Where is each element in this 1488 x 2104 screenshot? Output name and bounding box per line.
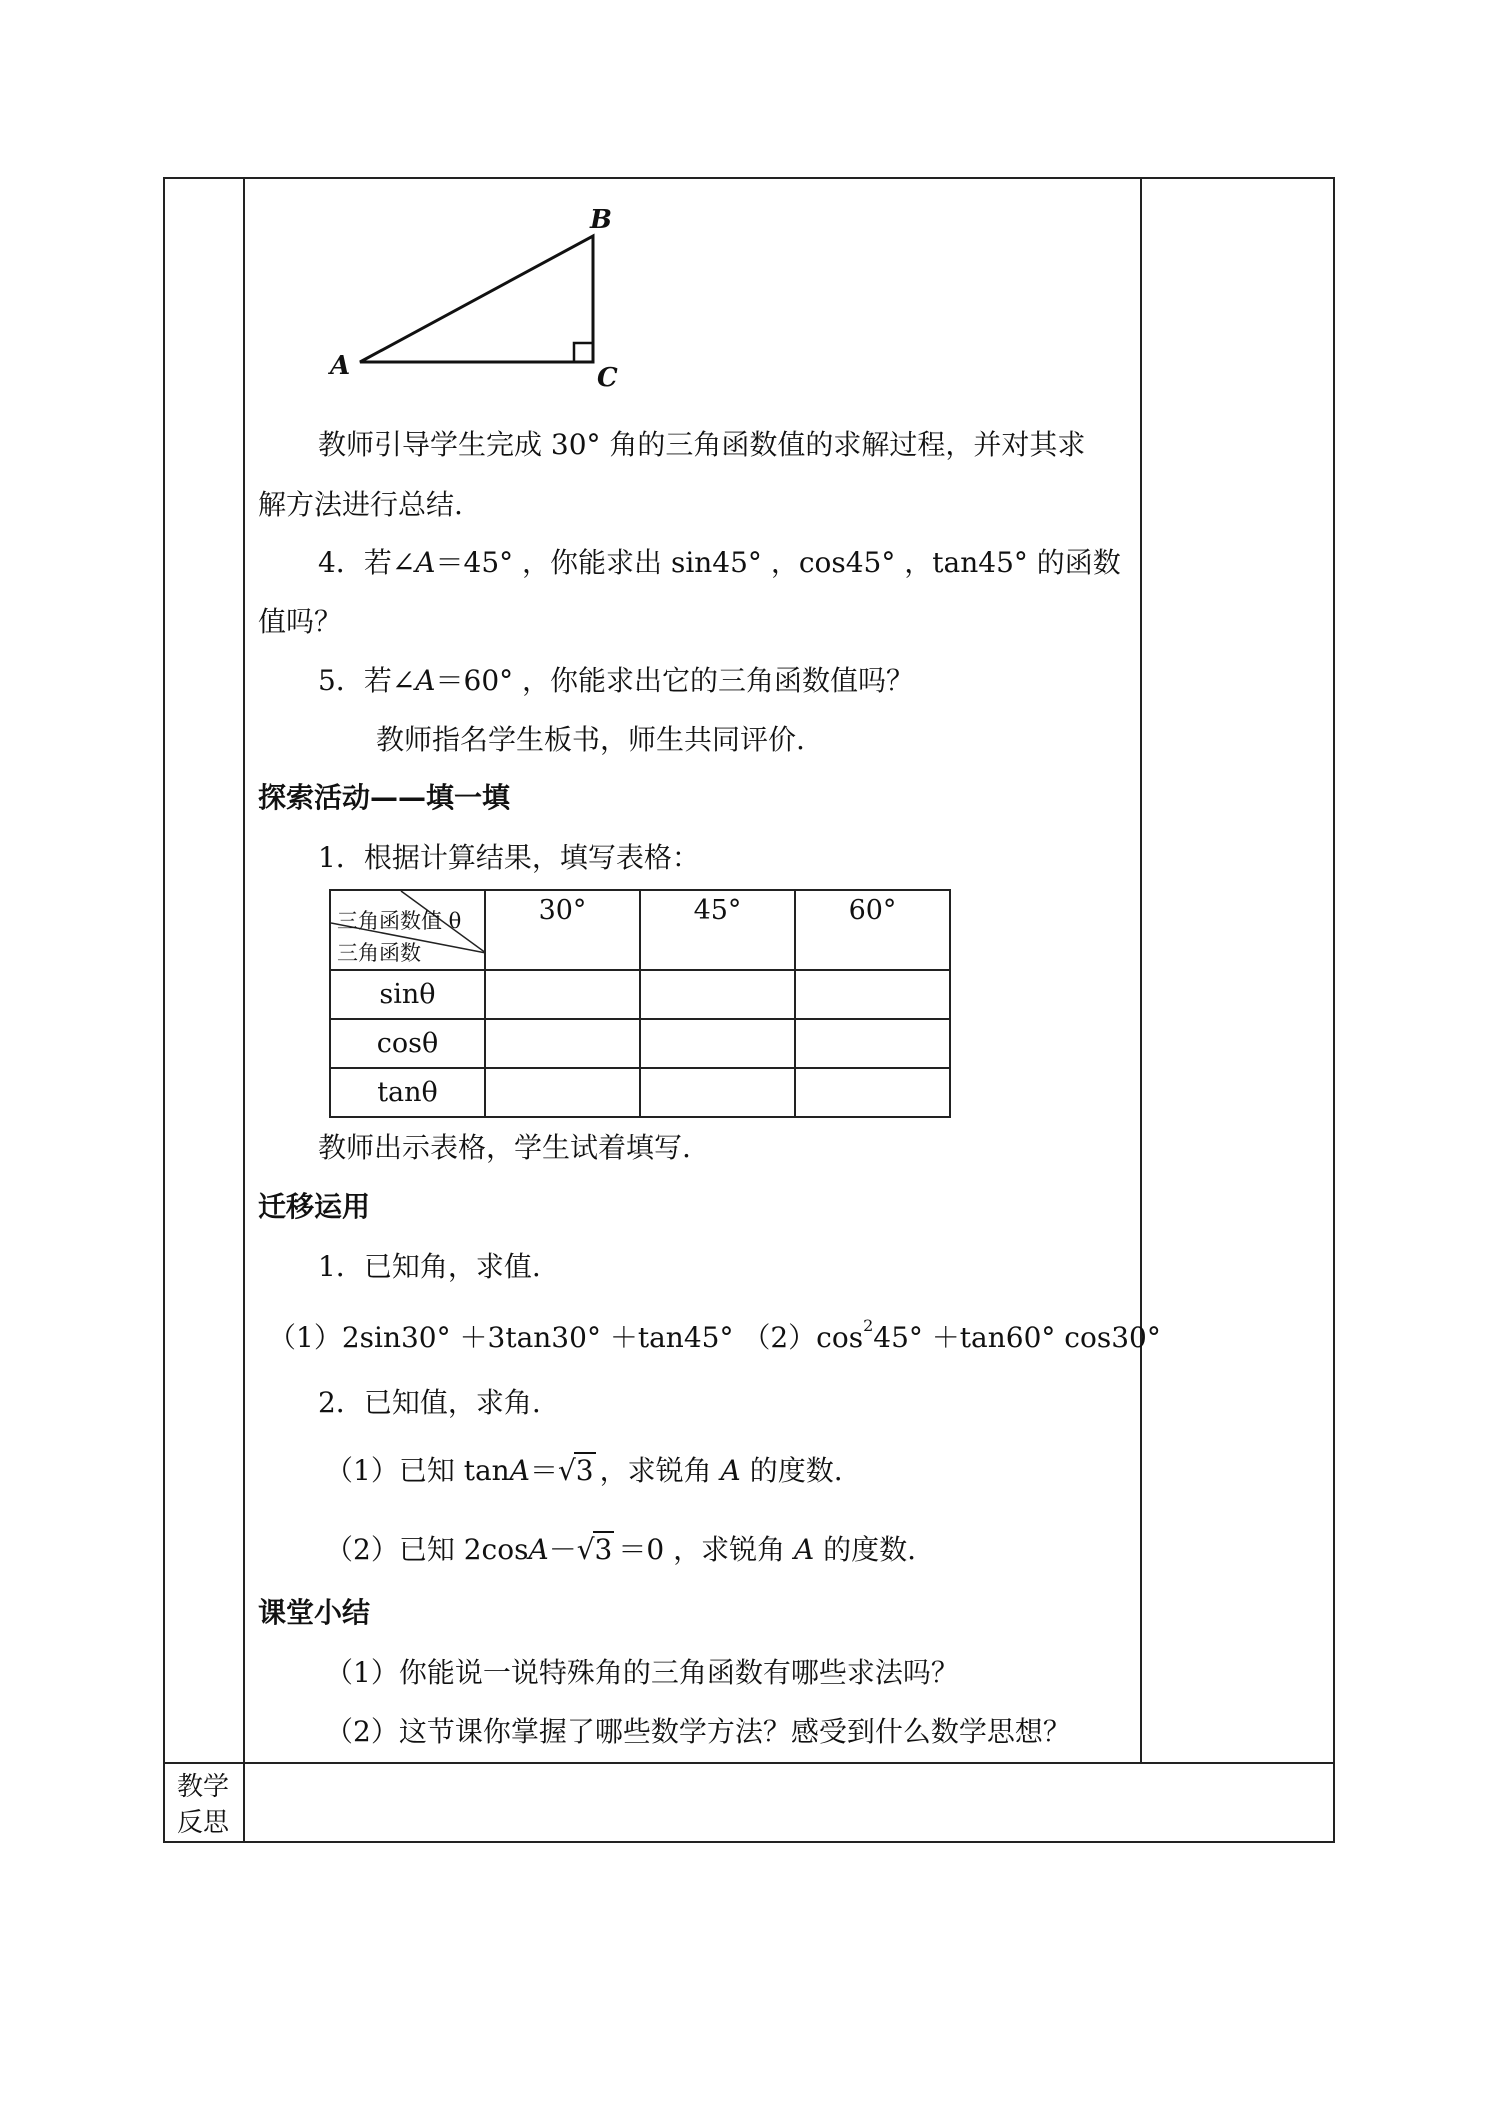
transfer-item-1: 1．已知角，求值. [318, 1250, 541, 1283]
paragraph-30deg-line1: 教师引导学生完成 30° 角的三角函数值的求解过程，并对其求 [318, 428, 1086, 461]
tq1-var2: A [720, 1454, 741, 1487]
tq1-end: 的度数. [749, 1454, 843, 1487]
transfer-question-2 [325, 1530, 916, 1570]
heading-explore: 探索活动——填一填 [258, 781, 511, 814]
table-cell-blank [795, 1068, 950, 1117]
expr-part-a: （1）2sin30° ＋3tan30° ＋tan45° （2）cos [268, 1321, 864, 1354]
explore-item-1: 1．根据计算结果，填写表格： [318, 841, 700, 874]
tq2-minus: － [548, 1533, 577, 1566]
expr-superscript: 2 [863, 1316, 874, 1335]
table-row-label-cos: cosθ [330, 1019, 485, 1068]
frame-right-border [1333, 177, 1335, 1843]
q5-var: A [415, 664, 436, 697]
tq2-end: 的度数. [823, 1533, 917, 1566]
table-row-label-tan: tanθ [330, 1068, 485, 1117]
col-divider-left [243, 177, 245, 1843]
q4-var: A [415, 546, 436, 579]
q5-prefix: 5．若∠ [318, 664, 416, 697]
tq1-var: A [509, 1454, 530, 1487]
reflection-label-top: 教学 [177, 1772, 230, 1802]
table-cell-blank [640, 1068, 795, 1117]
reflection-label-bottom: 反思 [177, 1808, 230, 1838]
explore-note: 教师出示表格，学生试着填写. [318, 1131, 691, 1164]
trig-value-table [329, 889, 951, 1118]
frame-top-border [163, 177, 1335, 179]
frame-left-border [163, 177, 165, 1843]
table-cell-blank [640, 1019, 795, 1068]
summary-question-2: （2）这节课你掌握了哪些数学方法？感受到什么数学思想？ [325, 1715, 1071, 1748]
sqrt-symbol: √3 [576, 1533, 613, 1566]
question-4-line2: 值吗？ [258, 605, 343, 638]
sqrt-radicand: 3 [594, 1533, 613, 1566]
q5-rest: ＝60° ，你能求出它的三角函数值吗？ [435, 664, 915, 697]
row-divider-reflection [163, 1762, 1335, 1764]
tq1-post: ，求锐角 [599, 1454, 712, 1487]
table-cell-blank [485, 1019, 640, 1068]
tq2-var2: A [794, 1533, 815, 1566]
vertex-label-b: B [590, 205, 612, 235]
tq1-eq: ＝ [529, 1454, 558, 1487]
tq1-prefix: （1）已知 tan [325, 1454, 510, 1487]
table-cell-blank [640, 970, 795, 1019]
table-cell-blank [795, 970, 950, 1019]
question-4-line1 [318, 543, 1121, 583]
sqrt-symbol: √3 [557, 1454, 594, 1487]
table-cell-blank [795, 1019, 950, 1068]
summary-question-1: （1）你能说一说特殊角的三角函数有哪些求法吗？ [325, 1656, 959, 1689]
table-row-label-sin: sinθ [330, 970, 485, 1019]
transfer-expression [268, 1318, 1161, 1362]
vertex-label-a: A [330, 351, 351, 381]
transfer-item-2: 2．已知值，求角. [318, 1386, 541, 1419]
vertex-label-c: C [597, 363, 618, 393]
table-cell-blank [485, 1068, 640, 1117]
table-header-60: 60° [795, 890, 950, 970]
heading-transfer: 迁移运用 [258, 1190, 371, 1223]
q4-rest: ＝45° ，你能求出 sin45° ，cos45° ，tan45° 的函数 [435, 546, 1121, 579]
table-cell-blank [485, 970, 640, 1019]
frame-bottom-border [163, 1841, 1335, 1843]
paragraph-30deg-line2: 解方法进行总结. [258, 488, 463, 521]
paragraph-board: 教师指名学生板书，师生共同评价. [376, 723, 805, 756]
corner-label-bottom: 三角函数 [337, 941, 421, 965]
right-triangle-figure [320, 200, 620, 390]
corner-label-top: 三角函数值 θ [337, 909, 462, 933]
col-divider-right [1140, 177, 1142, 1763]
heading-summary: 课堂小结 [258, 1596, 371, 1629]
tq2-prefix: （2）已知 2cos [325, 1533, 529, 1566]
tq2-var: A [528, 1533, 549, 1566]
expr-part-b: 45° ＋tan60° cos30° [873, 1321, 1161, 1354]
question-5 [318, 661, 914, 701]
transfer-question-1 [325, 1451, 843, 1491]
table-header-45: 45° [640, 890, 795, 970]
tq2-eq: ＝0 ，求锐角 [618, 1533, 786, 1566]
sqrt-radicand: 3 [575, 1454, 594, 1487]
table-header-30: 30° [485, 890, 640, 970]
table-corner-cell [330, 890, 485, 970]
q4-prefix: 4．若∠ [318, 546, 416, 579]
